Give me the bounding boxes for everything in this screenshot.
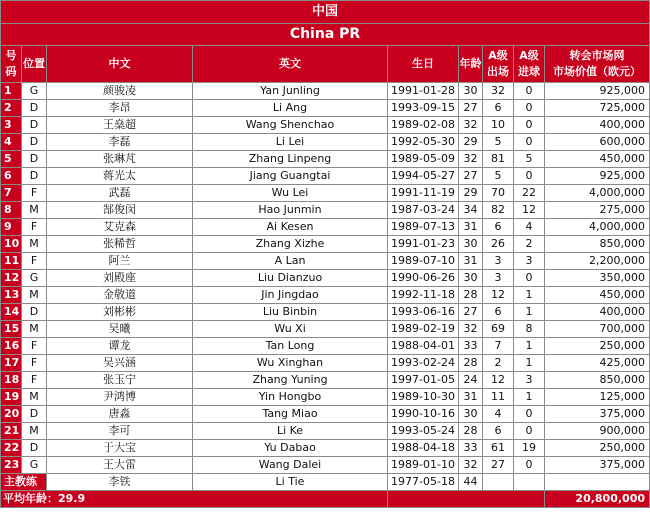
coach-en: Li Tie: [193, 474, 388, 491]
player-age: 27: [459, 100, 483, 117]
table-row: [1, 168, 650, 185]
player-name-cn: 王燊超: [47, 117, 193, 134]
header-caps: A级出场: [483, 46, 514, 83]
player-dob: 1989-02-19: [388, 321, 459, 338]
player-name-en: Wang Dalei: [193, 457, 388, 474]
player-goals: 0: [514, 423, 545, 440]
player-caps: 2: [483, 355, 514, 372]
player-caps: 6: [483, 304, 514, 321]
player-name-en: Jin Jingdao: [193, 287, 388, 304]
player-dob: 1987-03-24: [388, 202, 459, 219]
player-age: 34: [459, 202, 483, 219]
player-market-value: 450,000: [545, 287, 650, 304]
player-market-value: 2,200,000: [545, 253, 650, 270]
player-market-value: 4,000,000: [545, 185, 650, 202]
player-age: 30: [459, 406, 483, 423]
player-market-value: 125,000: [545, 389, 650, 406]
player-name-en: Tang Miao: [193, 406, 388, 423]
coach-cn: 李铁: [47, 474, 193, 491]
player-name-en: Zhang Linpeng: [193, 151, 388, 168]
player-name-en: Wu Xi: [193, 321, 388, 338]
player-name-cn: 于大宝: [47, 440, 193, 457]
player-number: 5: [1, 151, 22, 168]
player-number: 11: [1, 253, 22, 270]
table-row: [1, 355, 650, 372]
player-dob: 1992-05-30: [388, 134, 459, 151]
player-market-value: 450,000: [545, 151, 650, 168]
player-name-en: Liu Binbin: [193, 304, 388, 321]
player-name-cn: 尹鸿博: [47, 389, 193, 406]
header-en: 英文: [193, 46, 388, 83]
player-name-en: Ai Kesen: [193, 219, 388, 236]
player-market-value: 400,000: [545, 117, 650, 134]
table-row: [1, 219, 650, 236]
player-caps: 3: [483, 270, 514, 287]
player-position: D: [22, 100, 47, 117]
player-position: M: [22, 202, 47, 219]
player-dob: 1989-02-08: [388, 117, 459, 134]
player-caps: 12: [483, 287, 514, 304]
player-name-en: Jiang Guangtai: [193, 168, 388, 185]
header-cn: 中文: [47, 46, 193, 83]
player-goals: 1: [514, 389, 545, 406]
player-age: 30: [459, 270, 483, 287]
table-row: [1, 185, 650, 202]
player-number: 1: [1, 83, 22, 100]
player-name-cn: 李可: [47, 423, 193, 440]
player-name-cn: 李昂: [47, 100, 193, 117]
player-name-cn: 刘殿座: [47, 270, 193, 287]
player-name-cn: 李磊: [47, 134, 193, 151]
footer-row: [1, 491, 650, 508]
player-dob: 1993-06-16: [388, 304, 459, 321]
player-position: D: [22, 134, 47, 151]
player-goals: 0: [514, 83, 545, 100]
player-dob: 1991-01-28: [388, 83, 459, 100]
player-market-value: 700,000: [545, 321, 650, 338]
player-name-cn: 刘彬彬: [47, 304, 193, 321]
player-market-value: 850,000: [545, 372, 650, 389]
player-age: 27: [459, 304, 483, 321]
player-name-cn: 吴曦: [47, 321, 193, 338]
header-goals: A级进球: [514, 46, 545, 83]
player-age: 32: [459, 117, 483, 134]
player-caps: 10: [483, 117, 514, 134]
player-number: 14: [1, 304, 22, 321]
average-age: 平均年龄：29.9: [1, 491, 388, 508]
player-caps: 6: [483, 423, 514, 440]
player-number: 16: [1, 338, 22, 355]
player-position: F: [22, 338, 47, 355]
player-dob: 1989-01-10: [388, 457, 459, 474]
player-dob: 1988-04-18: [388, 440, 459, 457]
player-name-cn: 颜骏凌: [47, 83, 193, 100]
player-name-cn: 谭龙: [47, 338, 193, 355]
player-caps: 5: [483, 134, 514, 151]
player-name-en: Wu Xinghan: [193, 355, 388, 372]
player-age: 28: [459, 355, 483, 372]
player-goals: 3: [514, 253, 545, 270]
player-caps: 81: [483, 151, 514, 168]
player-caps: 4: [483, 406, 514, 423]
player-market-value: 850,000: [545, 236, 650, 253]
player-number: 15: [1, 321, 22, 338]
player-caps: 12: [483, 372, 514, 389]
player-number: 4: [1, 134, 22, 151]
coach-age: 44: [459, 474, 483, 491]
player-position: F: [22, 372, 47, 389]
player-name-en: Yin Hongbo: [193, 389, 388, 406]
player-number: 19: [1, 389, 22, 406]
player-number: 6: [1, 168, 22, 185]
player-name-en: Li Ang: [193, 100, 388, 117]
player-name-en: Zhang Xizhe: [193, 236, 388, 253]
player-position: M: [22, 321, 47, 338]
player-dob: 1993-05-24: [388, 423, 459, 440]
footer-spacer: [388, 491, 545, 508]
player-goals: 1: [514, 338, 545, 355]
player-market-value: 375,000: [545, 457, 650, 474]
table-row: [1, 253, 650, 270]
player-number: 10: [1, 236, 22, 253]
player-age: 28: [459, 287, 483, 304]
player-name-cn: 王大雷: [47, 457, 193, 474]
player-name-en: Wu Lei: [193, 185, 388, 202]
player-name-cn: 郜俊闵: [47, 202, 193, 219]
player-position: D: [22, 168, 47, 185]
player-market-value: 600,000: [545, 134, 650, 151]
table-row: [1, 151, 650, 168]
player-position: G: [22, 83, 47, 100]
player-position: D: [22, 440, 47, 457]
player-caps: 32: [483, 83, 514, 100]
player-caps: 7: [483, 338, 514, 355]
player-market-value: 275,000: [545, 202, 650, 219]
player-position: M: [22, 389, 47, 406]
player-caps: 6: [483, 219, 514, 236]
table-row: [1, 236, 650, 253]
coach-row: [1, 474, 650, 491]
table-title: 中国: [1, 1, 650, 24]
table-row: [1, 202, 650, 219]
player-goals: 0: [514, 134, 545, 151]
table-row: [1, 406, 650, 423]
player-age: 31: [459, 253, 483, 270]
player-number: 17: [1, 355, 22, 372]
header-age: 年龄: [459, 46, 483, 83]
coach-dob: 1977-05-18: [388, 474, 459, 491]
player-goals: 22: [514, 185, 545, 202]
player-market-value: 400,000: [545, 304, 650, 321]
player-name-cn: 武磊: [47, 185, 193, 202]
table-row: [1, 100, 650, 117]
player-goals: 8: [514, 321, 545, 338]
player-name-en: Zhang Yuning: [193, 372, 388, 389]
player-number: 13: [1, 287, 22, 304]
player-age: 28: [459, 423, 483, 440]
player-number: 18: [1, 372, 22, 389]
player-market-value: 425,000: [545, 355, 650, 372]
player-name-en: Tan Long: [193, 338, 388, 355]
player-dob: 1989-05-09: [388, 151, 459, 168]
player-name-cn: 张琳芃: [47, 151, 193, 168]
player-goals: 12: [514, 202, 545, 219]
player-name-en: A Lan: [193, 253, 388, 270]
player-market-value: 725,000: [545, 100, 650, 117]
table-row: [1, 304, 650, 321]
total-value: 20,800,000: [545, 491, 650, 508]
player-name-en: Li Ke: [193, 423, 388, 440]
player-position: D: [22, 304, 47, 321]
player-caps: 61: [483, 440, 514, 457]
player-position: D: [22, 406, 47, 423]
player-age: 33: [459, 338, 483, 355]
table-subtitle: China PR: [1, 24, 650, 46]
player-market-value: 4,000,000: [545, 219, 650, 236]
player-name-en: Yu Dabao: [193, 440, 388, 457]
player-number: 22: [1, 440, 22, 457]
player-goals: 0: [514, 457, 545, 474]
player-age: 30: [459, 236, 483, 253]
player-number: 12: [1, 270, 22, 287]
player-name-cn: 金敬道: [47, 287, 193, 304]
player-dob: 1991-11-19: [388, 185, 459, 202]
player-number: 2: [1, 100, 22, 117]
player-caps: 27: [483, 457, 514, 474]
player-position: D: [22, 151, 47, 168]
table-row: [1, 117, 650, 134]
header-dob: 生日: [388, 46, 459, 83]
coach-label: 主教练: [1, 474, 47, 491]
table-row: [1, 338, 650, 355]
player-goals: 3: [514, 372, 545, 389]
player-name-en: Hao Junmin: [193, 202, 388, 219]
player-goals: 2: [514, 236, 545, 253]
player-age: 32: [459, 321, 483, 338]
player-caps: 3: [483, 253, 514, 270]
player-name-cn: 艾克森: [47, 219, 193, 236]
player-dob: 1993-09-15: [388, 100, 459, 117]
player-age: 31: [459, 219, 483, 236]
header-value: [545, 46, 650, 83]
player-name-en: Wang Shenchao: [193, 117, 388, 134]
player-name-cn: 阿兰: [47, 253, 193, 270]
player-name-cn: 张玉宁: [47, 372, 193, 389]
player-dob: 1989-07-13: [388, 219, 459, 236]
player-number: 21: [1, 423, 22, 440]
table-row: [1, 83, 650, 100]
player-market-value: 375,000: [545, 406, 650, 423]
empty-cell: [545, 474, 650, 491]
player-age: 32: [459, 151, 483, 168]
player-goals: 19: [514, 440, 545, 457]
player-caps: 70: [483, 185, 514, 202]
player-caps: 5: [483, 168, 514, 185]
table-row: [1, 134, 650, 151]
player-goals: 1: [514, 355, 545, 372]
player-number: 8: [1, 202, 22, 219]
player-position: G: [22, 270, 47, 287]
player-goals: 0: [514, 406, 545, 423]
player-name-en: Li Lei: [193, 134, 388, 151]
player-age: 33: [459, 440, 483, 457]
player-position: F: [22, 355, 47, 372]
player-number: 7: [1, 185, 22, 202]
table-row: [1, 440, 650, 457]
player-name-cn: 唐淼: [47, 406, 193, 423]
player-caps: 6: [483, 100, 514, 117]
player-position: G: [22, 457, 47, 474]
player-dob: 1989-07-10: [388, 253, 459, 270]
player-market-value: 350,000: [545, 270, 650, 287]
player-age: 32: [459, 457, 483, 474]
header-value-top: 转会市场网: [569, 49, 625, 62]
player-dob: 1997-01-05: [388, 372, 459, 389]
player-position: M: [22, 287, 47, 304]
table-row: [1, 389, 650, 406]
player-goals: 5: [514, 151, 545, 168]
player-goals: 0: [514, 100, 545, 117]
player-goals: 0: [514, 168, 545, 185]
player-dob: 1989-10-30: [388, 389, 459, 406]
player-number: 9: [1, 219, 22, 236]
player-market-value: 925,000: [545, 83, 650, 100]
table-row: [1, 372, 650, 389]
header-pos: 位置: [22, 46, 47, 83]
player-market-value: 250,000: [545, 440, 650, 457]
player-position: D: [22, 117, 47, 134]
player-position: F: [22, 185, 47, 202]
table-row: [1, 270, 650, 287]
table-row: [1, 321, 650, 338]
empty-cell: [483, 474, 514, 491]
player-number: 3: [1, 117, 22, 134]
player-caps: 26: [483, 236, 514, 253]
player-name-cn: 吴兴涵: [47, 355, 193, 372]
player-goals: 0: [514, 117, 545, 134]
player-age: 30: [459, 83, 483, 100]
player-dob: 1992-11-18: [388, 287, 459, 304]
header-no: 号码: [1, 46, 22, 83]
player-goals: 1: [514, 304, 545, 321]
player-name-en: Yan Junling: [193, 83, 388, 100]
header-value-bottom: 市场价值（欧元）: [553, 65, 641, 78]
player-age: 29: [459, 185, 483, 202]
player-number: 20: [1, 406, 22, 423]
watermark: @Asaikana: [489, 509, 556, 523]
player-dob: 1988-04-01: [388, 338, 459, 355]
player-position: M: [22, 423, 47, 440]
player-market-value: 250,000: [545, 338, 650, 355]
player-name-cn: 蒋光太: [47, 168, 193, 185]
empty-cell: [514, 474, 545, 491]
player-age: 24: [459, 372, 483, 389]
player-position: F: [22, 219, 47, 236]
player-dob: 1991-01-23: [388, 236, 459, 253]
player-dob: 1994-05-27: [388, 168, 459, 185]
player-market-value: 900,000: [545, 423, 650, 440]
player-number: 23: [1, 457, 22, 474]
player-goals: 4: [514, 219, 545, 236]
player-age: 29: [459, 134, 483, 151]
player-dob: 1993-02-24: [388, 355, 459, 372]
player-position: M: [22, 236, 47, 253]
player-dob: 1990-10-16: [388, 406, 459, 423]
player-dob: 1990-06-26: [388, 270, 459, 287]
table-row: [1, 287, 650, 304]
player-goals: 1: [514, 287, 545, 304]
table-row: [1, 457, 650, 474]
player-name-cn: 张稀哲: [47, 236, 193, 253]
player-goals: 0: [514, 270, 545, 287]
player-market-value: 925,000: [545, 168, 650, 185]
player-age: 27: [459, 168, 483, 185]
player-caps: 11: [483, 389, 514, 406]
player-caps: 69: [483, 321, 514, 338]
player-caps: 82: [483, 202, 514, 219]
player-name-en: Liu Dianzuo: [193, 270, 388, 287]
player-age: 31: [459, 389, 483, 406]
table-row: [1, 423, 650, 440]
player-position: F: [22, 253, 47, 270]
